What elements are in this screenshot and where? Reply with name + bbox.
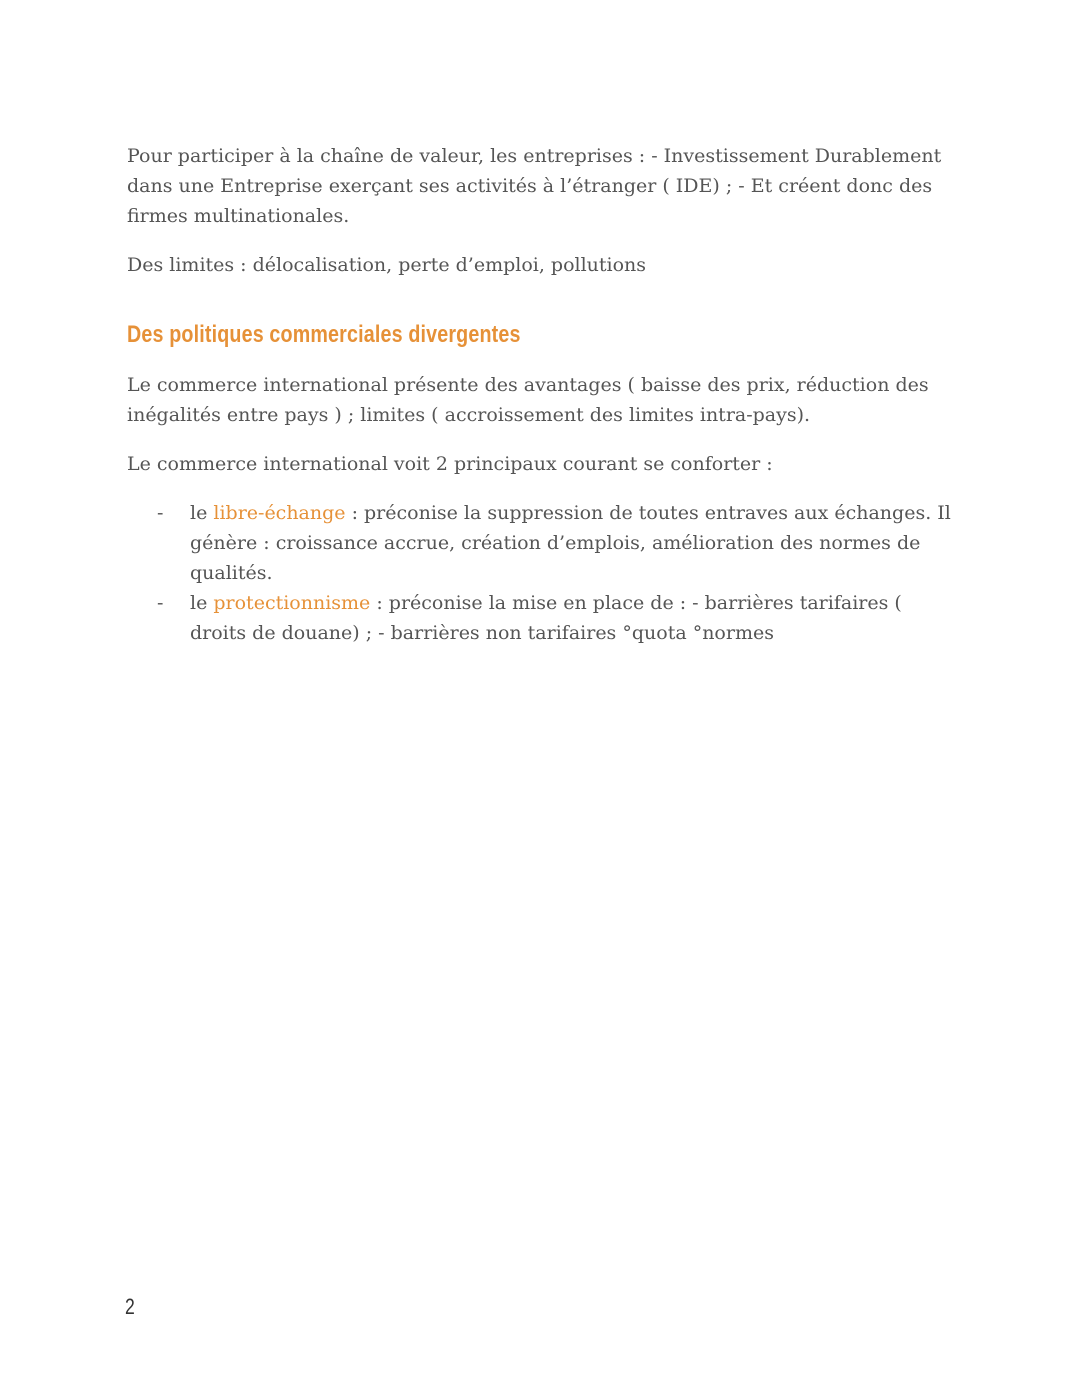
paragraph-limits: Des limites : délocalisation, perte d’emploi, pollutions	[127, 254, 647, 276]
list-bullet: -	[157, 502, 164, 524]
term-libre-echange: libre-échange	[213, 502, 346, 524]
list-item-protectionnisme	[127, 588, 957, 648]
list-item-libre-echange	[127, 498, 957, 588]
paragraph-currents: Le commerce international voit 2 principaux courant se conforter :	[127, 453, 773, 475]
list-item-prefix: le	[190, 502, 214, 524]
page-content	[127, 141, 957, 648]
list-item-text: : préconise la mise en place de : - barrières tarifaires ( droits de douane) ; - barrières non tarifaires °quota °normes	[190, 592, 902, 644]
paragraph-value-chain: Pour participer à la chaîne de valeur, les entreprises : - Investissement Durablement dans une Entreprise exerçant ses activités à l’étranger ( IDE) ; - Et créent donc des firmes multinationales.	[127, 145, 942, 227]
currents-list	[127, 498, 957, 648]
list-item-text: : préconise la suppression de toutes entraves aux échanges. Il génère : croissance accrue, création d’emplois, amélioration des normes de qualités.	[190, 502, 951, 584]
page-number: 2	[125, 1294, 135, 1319]
section-heading: Des politiques commerciales divergentes	[127, 321, 521, 348]
list-bullet: -	[157, 592, 164, 614]
paragraph-advantages: Le commerce international présente des avantages ( baisse des prix, réduction des inégalités entre pays ) ; limites ( accroissement des limites intra-pays).	[127, 374, 929, 426]
term-protectionnisme: protectionnisme	[213, 592, 371, 614]
list-item-prefix: le	[190, 592, 214, 614]
